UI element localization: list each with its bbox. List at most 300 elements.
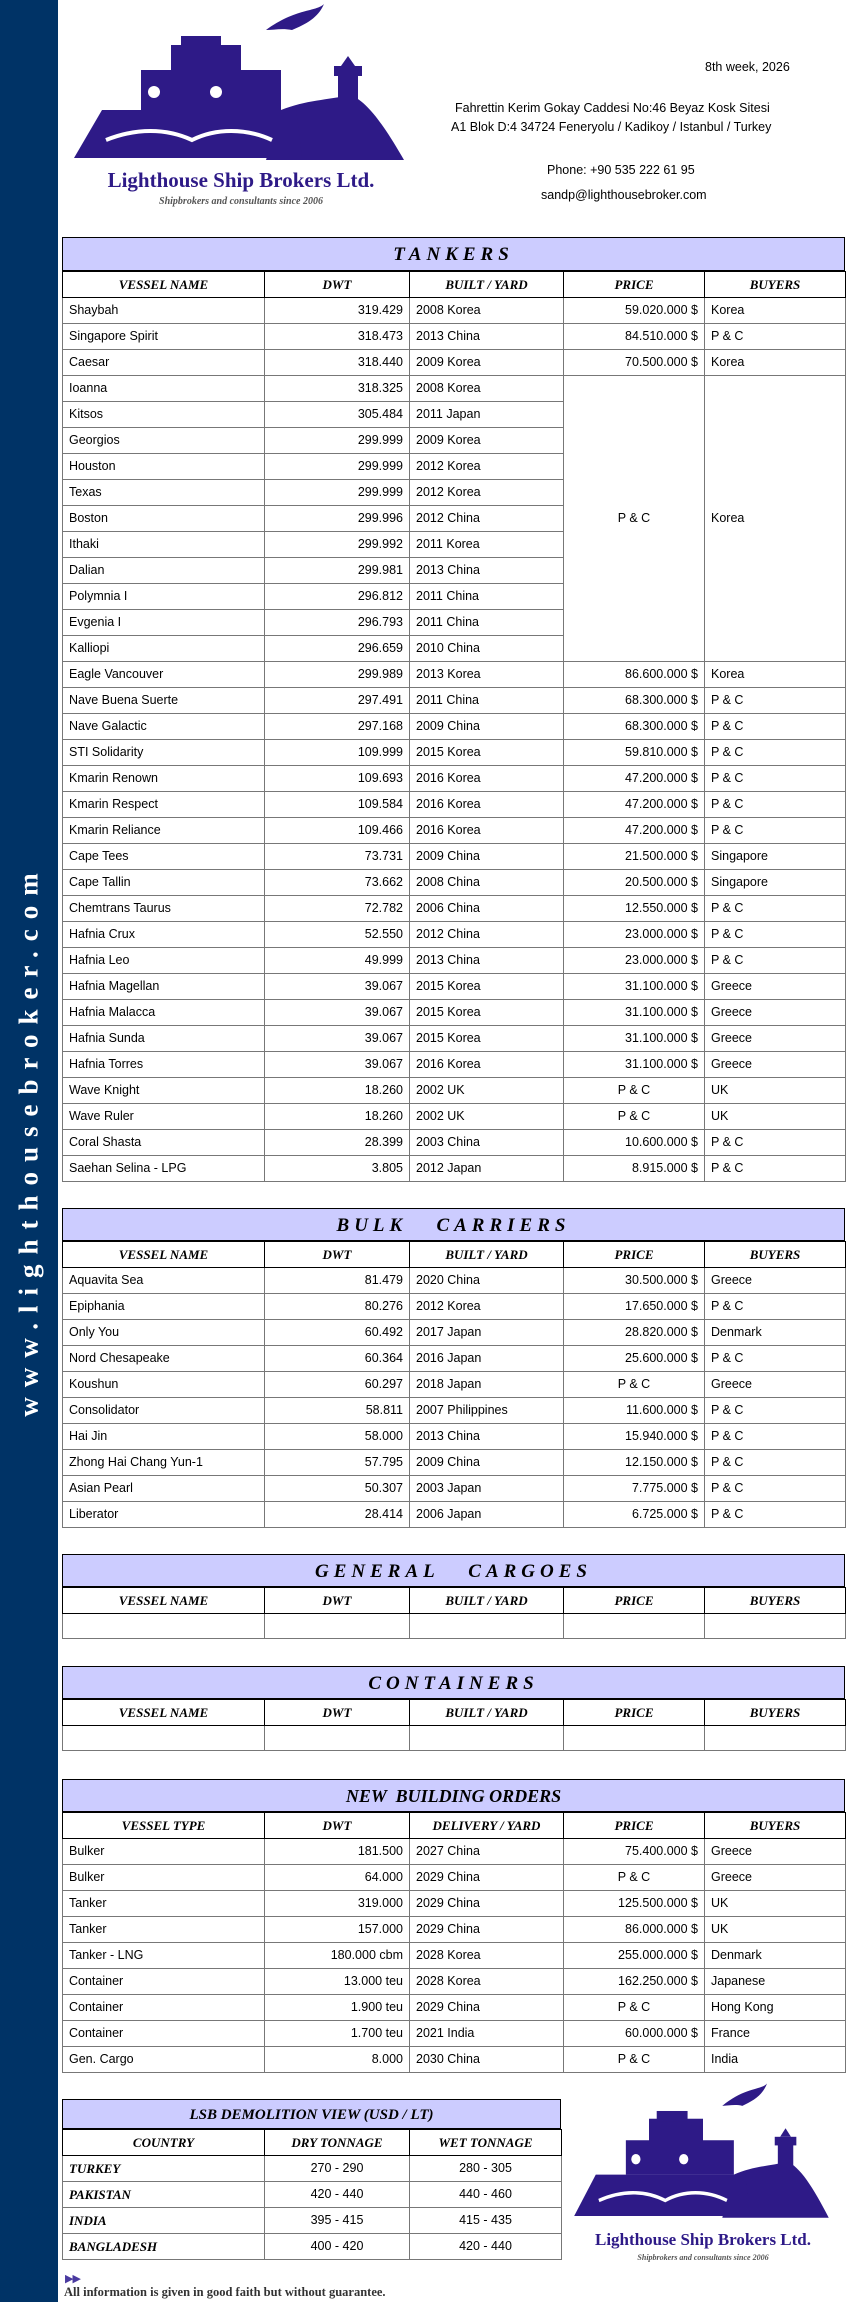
col-vessel-name: VESSEL NAME	[63, 1588, 265, 1614]
vessel-name-cell: Epiphania	[63, 1294, 265, 1320]
buyer-cell: Greece	[705, 1839, 846, 1865]
dwt-cell: 305.484	[265, 402, 410, 428]
table-row	[63, 2182, 562, 2208]
table-row	[63, 1502, 846, 1528]
price-cell: 86.600.000 $	[564, 662, 705, 688]
col-built-yard: BUILT / YARD	[410, 1588, 564, 1614]
dwt-cell: 81.479	[265, 1268, 410, 1294]
wet-tonnage-cell: 280 - 305	[410, 2156, 562, 2182]
price-cell: 11.600.000 $	[564, 1398, 705, 1424]
dwt-cell: 299.999	[265, 454, 410, 480]
built-yard-cell: 2028 Korea	[410, 1943, 564, 1969]
empty-row	[63, 1614, 846, 1639]
built-yard-cell: 2012 Korea	[410, 1294, 564, 1320]
dwt-cell: 157.000	[265, 1917, 410, 1943]
sidebar	[0, 0, 58, 2302]
table-row	[63, 298, 846, 324]
col-buyers: BUYERS	[705, 1813, 846, 1839]
col-vessel-name: VESSEL NAME	[63, 1242, 265, 1268]
built-yard-cell: 2011 Korea	[410, 532, 564, 558]
table-row	[63, 1268, 846, 1294]
built-yard-cell: 2013 Korea	[410, 662, 564, 688]
dwt-cell: 73.731	[265, 844, 410, 870]
buyer-cell: Hong Kong	[705, 1995, 846, 2021]
group-price-cell: P & C	[564, 376, 705, 662]
dwt-cell: 18.260	[265, 1078, 410, 1104]
built-yard-cell: 2012 China	[410, 922, 564, 948]
vessel-name-cell: Asian Pearl	[63, 1476, 265, 1502]
vessel-name-cell: Kmarin Respect	[63, 792, 265, 818]
address-line1: Fahrettin Kerim Gokay Caddesi No:46 Beyaz Kosk Sitesi	[455, 101, 770, 115]
built-yard-cell: 2016 Japan	[410, 1346, 564, 1372]
built-yard-cell: 2015 Korea	[410, 1026, 564, 1052]
built-yard-cell: 2021 India	[410, 2021, 564, 2047]
table-row	[63, 818, 846, 844]
price-cell: 70.500.000 $	[564, 350, 705, 376]
col-dwt: DWT	[265, 1588, 410, 1614]
buyer-cell: UK	[705, 1104, 846, 1130]
vessel-name-cell: Kmarin Renown	[63, 766, 265, 792]
vessel-name-cell: Nord Chesapeake	[63, 1346, 265, 1372]
price-cell: 6.725.000 $	[564, 1502, 705, 1528]
table-row	[63, 350, 846, 376]
table-row	[63, 1130, 846, 1156]
price-cell: 47.200.000 $	[564, 792, 705, 818]
price-cell: 59.020.000 $	[564, 298, 705, 324]
built-yard-cell: 2013 China	[410, 558, 564, 584]
col-dry-tonnage: DRY TONNAGE	[265, 2130, 410, 2156]
table-header-row	[63, 1588, 846, 1614]
country-cell: INDIA	[63, 2208, 265, 2234]
price-cell: 12.150.000 $	[564, 1450, 705, 1476]
dwt-cell: 39.067	[265, 974, 410, 1000]
table-row	[63, 766, 846, 792]
buyer-cell: P & C	[705, 948, 846, 974]
vessel-name-cell: Shaybah	[63, 298, 265, 324]
vessel-name-cell: Koushun	[63, 1372, 265, 1398]
price-cell: 47.200.000 $	[564, 818, 705, 844]
company-tagline: Shipbrokers and consultants since 2006	[159, 196, 323, 207]
built-yard-cell: 2016 Korea	[410, 792, 564, 818]
table-row	[63, 948, 846, 974]
table-row	[63, 376, 846, 402]
price-cell: 60.000.000 $	[564, 2021, 705, 2047]
buyer-cell: Denmark	[705, 1943, 846, 1969]
built-yard-cell: 2003 Japan	[410, 1476, 564, 1502]
dry-tonnage-cell: 395 - 415	[265, 2208, 410, 2234]
buyer-cell: P & C	[705, 896, 846, 922]
col-built-yard: BUILT / YARD	[410, 1700, 564, 1726]
table-row	[63, 1026, 846, 1052]
price-cell: 7.775.000 $	[564, 1476, 705, 1502]
built-yard-cell: 2029 China	[410, 1917, 564, 1943]
company-logo-bottom	[568, 2080, 838, 2270]
dwt-cell: 3.805	[265, 1156, 410, 1182]
table-row	[63, 1078, 846, 1104]
table-row	[63, 1052, 846, 1078]
table-row	[63, 1372, 846, 1398]
dwt-cell: 299.996	[265, 506, 410, 532]
col-price: PRICE	[564, 1813, 705, 1839]
country-cell: TURKEY	[63, 2156, 265, 2182]
price-cell: 28.820.000 $	[564, 1320, 705, 1346]
built-yard-cell: 2011 China	[410, 584, 564, 610]
built-yard-cell: 2011 China	[410, 688, 564, 714]
dwt-cell: 28.399	[265, 1130, 410, 1156]
dwt-cell: 60.364	[265, 1346, 410, 1372]
col-vessel-name: VESSEL NAME	[63, 1700, 265, 1726]
built-yard-cell: 2029 China	[410, 1891, 564, 1917]
col-wet-tonnage: WET TONNAGE	[410, 2130, 562, 2156]
built-yard-cell: 2029 China	[410, 1865, 564, 1891]
col-country: COUNTRY	[63, 2130, 265, 2156]
vessel-name-cell: Liberator	[63, 1502, 265, 1528]
built-yard-cell: 2013 China	[410, 1424, 564, 1450]
dwt-cell: 318.325	[265, 376, 410, 402]
company-name: Lighthouse Ship Brokers Ltd.	[107, 168, 375, 192]
wet-tonnage-cell: 440 - 460	[410, 2182, 562, 2208]
disclaimer: All information is given in good faith but without guarantee.	[64, 2285, 386, 2299]
demolition-banner: LSB DEMOLITION VIEW (USD / LT)	[62, 2099, 561, 2129]
group-buyer-cell: Korea	[705, 376, 846, 662]
vessel-name-cell: Evgenia I	[63, 610, 265, 636]
dwt-cell: 299.992	[265, 532, 410, 558]
table-row	[63, 1995, 846, 2021]
built-yard-cell: 2017 Japan	[410, 1320, 564, 1346]
vessel-name-cell: Aquavita Sea	[63, 1268, 265, 1294]
dwt-cell: 318.440	[265, 350, 410, 376]
vessel-name-cell: Ioanna	[63, 376, 265, 402]
built-yard-cell: 2009 Korea	[410, 350, 564, 376]
dwt-cell: 299.989	[265, 662, 410, 688]
price-cell: 86.000.000 $	[564, 1917, 705, 1943]
company-name: Lighthouse Ship Brokers Ltd.	[594, 2230, 812, 2249]
price-cell: 162.250.000 $	[564, 1969, 705, 1995]
table-row	[63, 1320, 846, 1346]
buyer-cell: P & C	[705, 818, 846, 844]
table-row	[63, 1891, 846, 1917]
built-yard-cell: 2015 Korea	[410, 974, 564, 1000]
built-yard-cell: 2002 UK	[410, 1078, 564, 1104]
vessel-name-cell: Houston	[63, 454, 265, 480]
col-buyers: BUYERS	[705, 272, 846, 298]
dwt-cell: 297.168	[265, 714, 410, 740]
built-yard-cell: 2012 Korea	[410, 480, 564, 506]
built-yard-cell: 2009 Korea	[410, 428, 564, 454]
buyer-cell: P & C	[705, 1450, 846, 1476]
col-price: PRICE	[564, 1700, 705, 1726]
built-yard-cell: 2012 Japan	[410, 1156, 564, 1182]
col-dwt: DWT	[265, 1242, 410, 1268]
built-yard-cell: 2013 China	[410, 948, 564, 974]
dwt-cell: 52.550	[265, 922, 410, 948]
dwt-cell: 18.260	[265, 1104, 410, 1130]
wet-tonnage-cell: 420 - 440	[410, 2234, 562, 2260]
arrow-icons: ▶▶	[65, 2273, 80, 2285]
dwt-cell: 319.429	[265, 298, 410, 324]
price-cell: 68.300.000 $	[564, 688, 705, 714]
dwt-cell: 60.492	[265, 1320, 410, 1346]
week-label: 8th week, 2026	[705, 60, 790, 74]
col-dwt: DWT	[265, 1813, 410, 1839]
price-cell: P & C	[564, 1104, 705, 1130]
dwt-cell: 72.782	[265, 896, 410, 922]
buyer-cell: P & C	[705, 688, 846, 714]
vessel-name-cell: Tanker	[63, 1917, 265, 1943]
col-built-yard: BUILT / YARD	[410, 1242, 564, 1268]
buyer-cell: France	[705, 2021, 846, 2047]
lighthouse-ship-icon	[568, 2080, 838, 2222]
buyer-cell: P & C	[705, 922, 846, 948]
price-cell: P & C	[564, 1372, 705, 1398]
country-cell: BANGLADESH	[63, 2234, 265, 2260]
vessel-name-cell: Container	[63, 1969, 265, 1995]
col-price: PRICE	[564, 1242, 705, 1268]
table-row	[63, 2156, 562, 2182]
price-cell: P & C	[564, 1865, 705, 1891]
table-header-row	[63, 1700, 846, 1726]
buyer-cell: UK	[705, 1078, 846, 1104]
price-cell: 31.100.000 $	[564, 1000, 705, 1026]
built-yard-cell: 2009 China	[410, 844, 564, 870]
table-row	[63, 740, 846, 766]
vessel-name-cell: Coral Shasta	[63, 1130, 265, 1156]
buyer-cell: P & C	[705, 1294, 846, 1320]
dwt-cell: 28.414	[265, 1502, 410, 1528]
built-yard-cell: 2010 China	[410, 636, 564, 662]
table-row	[63, 1000, 846, 1026]
table-row	[63, 1865, 846, 1891]
dwt-cell: 58.811	[265, 1398, 410, 1424]
built-yard-cell: 2009 China	[410, 714, 564, 740]
buyer-cell: Denmark	[705, 1320, 846, 1346]
vessel-name-cell: Hafnia Magellan	[63, 974, 265, 1000]
price-cell: 59.810.000 $	[564, 740, 705, 766]
vessel-name-cell: Consolidator	[63, 1398, 265, 1424]
dry-tonnage-cell: 270 - 290	[265, 2156, 410, 2182]
vessel-name-cell: Zhong Hai Chang Yun-1	[63, 1450, 265, 1476]
table-row	[63, 896, 846, 922]
dwt-cell: 109.584	[265, 792, 410, 818]
vessel-name-cell: Hafnia Sunda	[63, 1026, 265, 1052]
dwt-cell: 1.700 teu	[265, 2021, 410, 2047]
table-row	[63, 2208, 562, 2234]
vessel-name-cell: Hafnia Torres	[63, 1052, 265, 1078]
dwt-cell: 73.662	[265, 870, 410, 896]
buyer-cell: Greece	[705, 1026, 846, 1052]
dwt-cell: 296.659	[265, 636, 410, 662]
table-row	[63, 870, 846, 896]
tankers-banner: TANKERS	[62, 237, 845, 271]
table-row	[63, 1424, 846, 1450]
table-header-row	[63, 2130, 562, 2156]
price-cell: 8.915.000 $	[564, 1156, 705, 1182]
table-row	[63, 844, 846, 870]
buyer-cell: P & C	[705, 740, 846, 766]
built-yard-cell: 2011 Japan	[410, 402, 564, 428]
vessel-name-cell: Singapore Spirit	[63, 324, 265, 350]
table-row	[63, 1476, 846, 1502]
table-header-row	[63, 1242, 846, 1268]
buyer-cell: P & C	[705, 1346, 846, 1372]
buyer-cell: Singapore	[705, 844, 846, 870]
website-link[interactable]: www.lighthousebroker.com	[13, 863, 44, 1417]
vessel-name-cell: Nave Buena Suerte	[63, 688, 265, 714]
vessel-name-cell: Wave Knight	[63, 1078, 265, 1104]
price-cell: 47.200.000 $	[564, 766, 705, 792]
vessel-name-cell: Cape Tallin	[63, 870, 265, 896]
general-cargoes-table	[62, 1587, 846, 1639]
buyer-cell: Greece	[705, 1268, 846, 1294]
wet-tonnage-cell: 415 - 435	[410, 2208, 562, 2234]
table-row	[63, 2021, 846, 2047]
price-cell: 10.600.000 $	[564, 1130, 705, 1156]
vessel-name-cell: Hai Jin	[63, 1424, 265, 1450]
dwt-cell: 1.900 teu	[265, 1995, 410, 2021]
table-row	[63, 688, 846, 714]
bulk-carriers-banner: BULK CARRIERS	[62, 1208, 845, 1241]
dwt-cell: 64.000	[265, 1865, 410, 1891]
vessel-name-cell: Dalian	[63, 558, 265, 584]
dwt-cell: 299.981	[265, 558, 410, 584]
general-cargoes-banner: GENERAL CARGOES	[62, 1554, 845, 1587]
price-cell: P & C	[564, 1995, 705, 2021]
price-cell: 30.500.000 $	[564, 1268, 705, 1294]
vessel-name-cell: Caesar	[63, 350, 265, 376]
buyer-cell: P & C	[705, 324, 846, 350]
table-row	[63, 922, 846, 948]
containers-table	[62, 1699, 846, 1751]
dwt-cell: 50.307	[265, 1476, 410, 1502]
tankers-table	[62, 271, 846, 1182]
vessel-name-cell: Container	[63, 2021, 265, 2047]
col-dwt: DWT	[265, 1700, 410, 1726]
built-yard-cell: 2015 Korea	[410, 740, 564, 766]
built-yard-cell: 2003 China	[410, 1130, 564, 1156]
built-yard-cell: 2009 China	[410, 1450, 564, 1476]
built-yard-cell: 2008 Korea	[410, 298, 564, 324]
built-yard-cell: 2002 UK	[410, 1104, 564, 1130]
price-cell: P & C	[564, 2047, 705, 2073]
vessel-name-cell: Texas	[63, 480, 265, 506]
vessel-name-cell: Polymnia I	[63, 584, 265, 610]
vessel-name-cell: Hafnia Malacca	[63, 1000, 265, 1026]
vessel-name-cell: Georgios	[63, 428, 265, 454]
phone: Phone: +90 535 222 61 95	[547, 163, 695, 177]
dwt-cell: 13.000 teu	[265, 1969, 410, 1995]
buyer-cell: Japanese	[705, 1969, 846, 1995]
built-yard-cell: 2006 China	[410, 896, 564, 922]
table-row	[63, 1839, 846, 1865]
built-yard-cell: 2011 China	[410, 610, 564, 636]
price-cell: 84.510.000 $	[564, 324, 705, 350]
buyer-cell: P & C	[705, 1502, 846, 1528]
empty-row	[63, 1726, 846, 1751]
lighthouse-ship-icon	[66, 0, 416, 165]
table-row	[63, 974, 846, 1000]
buyer-cell: P & C	[705, 766, 846, 792]
company-logo	[66, 0, 416, 215]
table-row	[63, 1294, 846, 1320]
table-row	[63, 2047, 846, 2073]
table-row	[63, 1346, 846, 1372]
price-cell: 31.100.000 $	[564, 1026, 705, 1052]
built-yard-cell: 2027 China	[410, 1839, 564, 1865]
vessel-name-cell: Cape Tees	[63, 844, 265, 870]
built-yard-cell: 2016 Korea	[410, 818, 564, 844]
dwt-cell: 58.000	[265, 1424, 410, 1450]
vessel-name-cell: Kalliopi	[63, 636, 265, 662]
col-built-yard: BUILT / YARD	[410, 272, 564, 298]
price-cell: 23.000.000 $	[564, 948, 705, 974]
buyer-cell: P & C	[705, 1130, 846, 1156]
buyer-cell: Greece	[705, 1000, 846, 1026]
dwt-cell: 181.500	[265, 1839, 410, 1865]
dry-tonnage-cell: 400 - 420	[265, 2234, 410, 2260]
dwt-cell: 296.793	[265, 610, 410, 636]
dwt-cell: 318.473	[265, 324, 410, 350]
dwt-cell: 109.999	[265, 740, 410, 766]
email-link[interactable]: sandp@lighthousebroker.com	[541, 188, 707, 202]
built-yard-cell: 2006 Japan	[410, 1502, 564, 1528]
table-row	[63, 1943, 846, 1969]
vessel-name-cell: Bulker	[63, 1865, 265, 1891]
country-cell: PAKISTAN	[63, 2182, 265, 2208]
new-building-banner: NEW BUILDING ORDERS	[62, 1779, 845, 1812]
vessel-name-cell: Hafnia Leo	[63, 948, 265, 974]
buyer-cell: Greece	[705, 1865, 846, 1891]
vessel-name-cell: Ithaki	[63, 532, 265, 558]
built-yard-cell: 2008 China	[410, 870, 564, 896]
table-row	[63, 324, 846, 350]
built-yard-cell: 2030 China	[410, 2047, 564, 2073]
built-yard-cell: 2007 Philippines	[410, 1398, 564, 1424]
buyer-cell: Korea	[705, 298, 846, 324]
table-row	[63, 792, 846, 818]
vessel-name-cell: Kmarin Reliance	[63, 818, 265, 844]
table-row	[63, 1104, 846, 1130]
vessel-name-cell: Boston	[63, 506, 265, 532]
built-yard-cell: 2013 China	[410, 324, 564, 350]
dwt-cell: 39.067	[265, 1052, 410, 1078]
vessel-name-cell: Wave Ruler	[63, 1104, 265, 1130]
table-header-row	[63, 272, 846, 298]
built-yard-cell: 2012 Korea	[410, 454, 564, 480]
built-yard-cell: 2015 Korea	[410, 1000, 564, 1026]
dwt-cell: 57.795	[265, 1450, 410, 1476]
price-cell: 17.650.000 $	[564, 1294, 705, 1320]
built-yard-cell: 2028 Korea	[410, 1969, 564, 1995]
vessel-name-cell: Container	[63, 1995, 265, 2021]
table-row	[63, 1969, 846, 1995]
vessel-name-cell: Hafnia Crux	[63, 922, 265, 948]
vessel-name-cell: Saehan Selina - LPG	[63, 1156, 265, 1182]
price-cell: 75.400.000 $	[564, 1839, 705, 1865]
vessel-name-cell: Nave Galactic	[63, 714, 265, 740]
price-cell: 20.500.000 $	[564, 870, 705, 896]
price-cell: 25.600.000 $	[564, 1346, 705, 1372]
demolition-table	[62, 2129, 562, 2260]
buyer-cell: UK	[705, 1917, 846, 1943]
buyer-cell: Greece	[705, 974, 846, 1000]
price-cell: 21.500.000 $	[564, 844, 705, 870]
col-buyers: BUYERS	[705, 1588, 846, 1614]
dwt-cell: 109.466	[265, 818, 410, 844]
bulk-carriers-table	[62, 1241, 846, 1528]
buyer-cell: Greece	[705, 1052, 846, 1078]
col-vessel-type: VESSEL TYPE	[63, 1813, 265, 1839]
buyer-cell: P & C	[705, 792, 846, 818]
